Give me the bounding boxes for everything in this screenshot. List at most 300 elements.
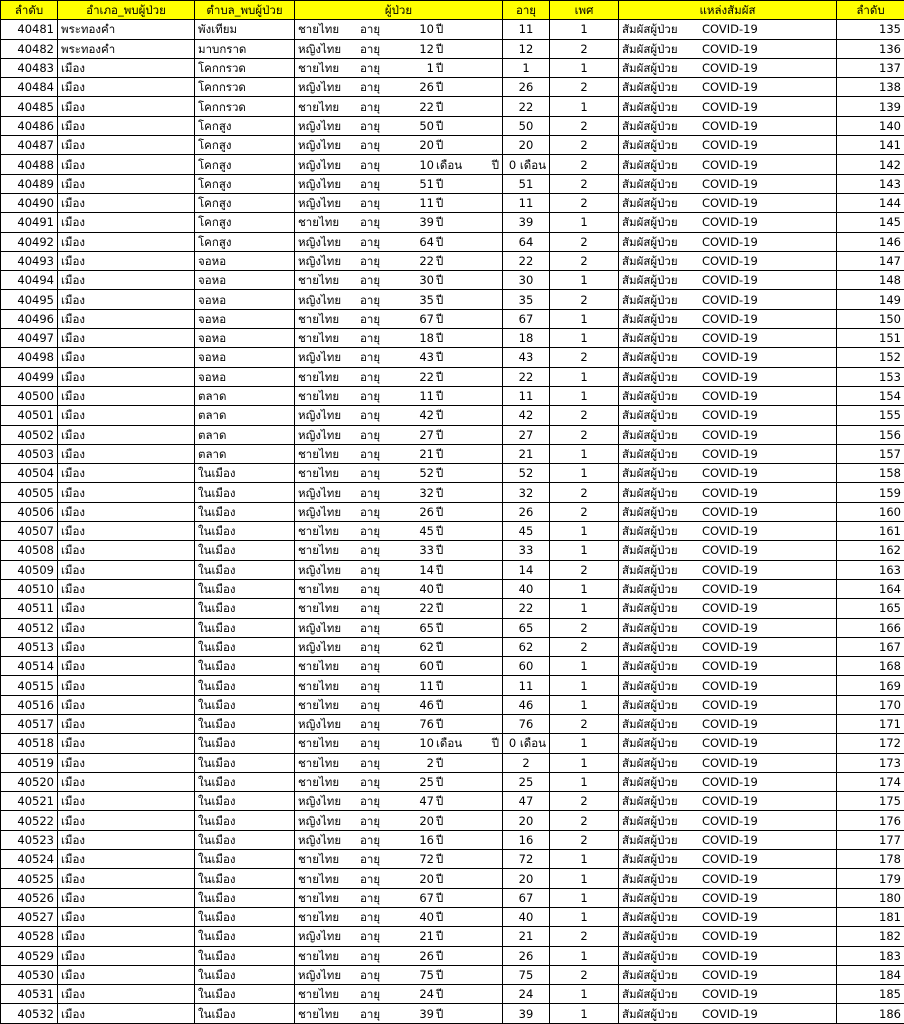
cell-tambon[interactable]: ในเมือง xyxy=(195,502,295,521)
cell-seq[interactable]: 155 xyxy=(837,406,904,425)
cell-source[interactable] xyxy=(619,985,837,1004)
cell-id[interactable]: 40532 xyxy=(1,1004,58,1023)
cell-seq[interactable]: 186 xyxy=(837,1004,904,1023)
cell-gender[interactable]: 2 xyxy=(550,792,619,811)
cell-amphoe[interactable]: เมือง xyxy=(58,483,195,502)
cell-seq[interactable]: 145 xyxy=(837,213,904,232)
cell-source[interactable] xyxy=(619,695,837,714)
cell-gender[interactable]: 1 xyxy=(550,850,619,869)
cell-age[interactable]: 20 xyxy=(503,136,550,155)
cell-patient[interactable] xyxy=(295,58,503,77)
cell-tambon[interactable]: ในเมือง xyxy=(195,522,295,541)
cell-gender[interactable]: 2 xyxy=(550,251,619,270)
cell-seq[interactable]: 181 xyxy=(837,907,904,926)
cell-age[interactable]: 32 xyxy=(503,483,550,502)
cell-id[interactable]: 40501 xyxy=(1,406,58,425)
cell-amphoe[interactable]: เมือง xyxy=(58,734,195,753)
cell-id[interactable]: 40516 xyxy=(1,695,58,714)
cell-gender[interactable]: 1 xyxy=(550,907,619,926)
cell-age[interactable]: 11 xyxy=(503,676,550,695)
cell-age[interactable]: 11 xyxy=(503,193,550,212)
cell-id[interactable]: 40529 xyxy=(1,946,58,965)
cell-amphoe[interactable]: เมือง xyxy=(58,155,195,174)
cell-age[interactable]: 0 เดือน xyxy=(503,734,550,753)
cell-patient[interactable] xyxy=(295,522,503,541)
cell-age[interactable]: 21 xyxy=(503,927,550,946)
cell-source[interactable] xyxy=(619,753,837,772)
cell-tambon[interactable]: ในเมือง xyxy=(195,850,295,869)
cell-patient[interactable] xyxy=(295,348,503,367)
cell-patient[interactable] xyxy=(295,734,503,753)
cell-gender[interactable]: 2 xyxy=(550,483,619,502)
cell-age[interactable]: 35 xyxy=(503,290,550,309)
cell-seq[interactable]: 148 xyxy=(837,271,904,290)
cell-gender[interactable]: 2 xyxy=(550,290,619,309)
cell-tambon[interactable]: จอหอ xyxy=(195,367,295,386)
col-header-gender[interactable]: เพศ xyxy=(550,1,619,20)
cell-amphoe[interactable]: เมือง xyxy=(58,425,195,444)
cell-age[interactable]: 14 xyxy=(503,560,550,579)
cell-patient[interactable] xyxy=(295,232,503,251)
cell-amphoe[interactable]: เมือง xyxy=(58,888,195,907)
cell-seq[interactable]: 166 xyxy=(837,618,904,637)
cell-source[interactable] xyxy=(619,965,837,984)
cell-age[interactable]: 75 xyxy=(503,965,550,984)
cell-tambon[interactable]: โคกสูง xyxy=(195,116,295,135)
cell-amphoe[interactable]: เมือง xyxy=(58,251,195,270)
cell-age[interactable]: 11 xyxy=(503,386,550,405)
cell-source[interactable] xyxy=(619,444,837,463)
cell-amphoe[interactable]: เมือง xyxy=(58,927,195,946)
cell-source[interactable] xyxy=(619,522,837,541)
cell-patient[interactable] xyxy=(295,927,503,946)
cell-amphoe[interactable]: เมือง xyxy=(58,386,195,405)
cell-age[interactable]: 30 xyxy=(503,271,550,290)
cell-id[interactable]: 40488 xyxy=(1,155,58,174)
cell-source[interactable] xyxy=(619,869,837,888)
cell-seq[interactable]: 167 xyxy=(837,637,904,656)
cell-age[interactable]: 12 xyxy=(503,39,550,58)
cell-source[interactable] xyxy=(619,907,837,926)
cell-amphoe[interactable]: เมือง xyxy=(58,965,195,984)
cell-id[interactable]: 40499 xyxy=(1,367,58,386)
cell-source[interactable] xyxy=(619,811,837,830)
cell-id[interactable]: 40506 xyxy=(1,502,58,521)
cell-age[interactable]: 26 xyxy=(503,78,550,97)
cell-seq[interactable]: 165 xyxy=(837,599,904,618)
cell-patient[interactable] xyxy=(295,444,503,463)
cell-patient[interactable] xyxy=(295,946,503,965)
cell-source[interactable] xyxy=(619,464,837,483)
cell-tambon[interactable]: ในเมือง xyxy=(195,599,295,618)
cell-tambon[interactable]: โคกกรวด xyxy=(195,78,295,97)
cell-seq[interactable]: 157 xyxy=(837,444,904,463)
cell-amphoe[interactable]: เมือง xyxy=(58,522,195,541)
cell-source[interactable] xyxy=(619,425,837,444)
cell-tambon[interactable]: ในเมือง xyxy=(195,676,295,695)
cell-tambon[interactable]: ตลาด xyxy=(195,425,295,444)
cell-gender[interactable]: 2 xyxy=(550,927,619,946)
cell-patient[interactable] xyxy=(295,174,503,193)
cell-patient[interactable] xyxy=(295,907,503,926)
cell-amphoe[interactable]: เมือง xyxy=(58,464,195,483)
cell-patient[interactable] xyxy=(295,657,503,676)
cell-id[interactable]: 40515 xyxy=(1,676,58,695)
cell-age[interactable]: 46 xyxy=(503,695,550,714)
cell-age[interactable]: 33 xyxy=(503,541,550,560)
cell-tambon[interactable]: มาบกราด xyxy=(195,39,295,58)
cell-amphoe[interactable]: เมือง xyxy=(58,599,195,618)
cell-patient[interactable] xyxy=(295,792,503,811)
cell-amphoe[interactable]: เมือง xyxy=(58,193,195,212)
cell-patient[interactable] xyxy=(295,869,503,888)
cell-seq[interactable]: 154 xyxy=(837,386,904,405)
cell-amphoe[interactable]: เมือง xyxy=(58,792,195,811)
cell-gender[interactable]: 1 xyxy=(550,20,619,39)
cell-patient[interactable] xyxy=(295,20,503,39)
cell-tambon[interactable]: ตลาด xyxy=(195,444,295,463)
cell-id[interactable]: 40517 xyxy=(1,714,58,733)
cell-amphoe[interactable]: เมือง xyxy=(58,309,195,328)
cell-patient[interactable] xyxy=(295,193,503,212)
cell-id[interactable]: 40482 xyxy=(1,39,58,58)
cell-source[interactable] xyxy=(619,657,837,676)
cell-gender[interactable]: 1 xyxy=(550,444,619,463)
cell-tambon[interactable]: ในเมือง xyxy=(195,907,295,926)
cell-age[interactable]: 39 xyxy=(503,1004,550,1023)
cell-source[interactable] xyxy=(619,618,837,637)
cell-tambon[interactable]: ในเมือง xyxy=(195,965,295,984)
cell-gender[interactable]: 1 xyxy=(550,772,619,791)
cell-age[interactable]: 0 เดือน xyxy=(503,155,550,174)
cell-seq[interactable]: 178 xyxy=(837,850,904,869)
cell-gender[interactable]: 1 xyxy=(550,213,619,232)
cell-id[interactable]: 40530 xyxy=(1,965,58,984)
cell-age[interactable]: 42 xyxy=(503,406,550,425)
cell-gender[interactable]: 1 xyxy=(550,946,619,965)
cell-amphoe[interactable]: เมือง xyxy=(58,637,195,656)
cell-gender[interactable]: 1 xyxy=(550,985,619,1004)
cell-gender[interactable]: 1 xyxy=(550,386,619,405)
cell-seq[interactable]: 149 xyxy=(837,290,904,309)
cell-patient[interactable] xyxy=(295,367,503,386)
cell-source[interactable] xyxy=(619,290,837,309)
cell-source[interactable] xyxy=(619,348,837,367)
cell-age[interactable]: 43 xyxy=(503,348,550,367)
cell-patient[interactable] xyxy=(295,502,503,521)
cell-amphoe[interactable]: เมือง xyxy=(58,811,195,830)
cell-source[interactable] xyxy=(619,174,837,193)
cell-age[interactable]: 26 xyxy=(503,502,550,521)
cell-gender[interactable]: 2 xyxy=(550,39,619,58)
cell-source[interactable] xyxy=(619,850,837,869)
cell-seq[interactable]: 150 xyxy=(837,309,904,328)
cell-source[interactable] xyxy=(619,78,837,97)
cell-id[interactable]: 40526 xyxy=(1,888,58,907)
cell-patient[interactable] xyxy=(295,116,503,135)
cell-seq[interactable]: 173 xyxy=(837,753,904,772)
cell-amphoe[interactable]: เมือง xyxy=(58,136,195,155)
cell-id[interactable]: 40486 xyxy=(1,116,58,135)
cell-id[interactable]: 40487 xyxy=(1,136,58,155)
cell-amphoe[interactable]: เมือง xyxy=(58,213,195,232)
cell-source[interactable] xyxy=(619,599,837,618)
cell-patient[interactable] xyxy=(295,830,503,849)
cell-patient[interactable] xyxy=(295,541,503,560)
cell-age[interactable]: 62 xyxy=(503,637,550,656)
cell-gender[interactable]: 2 xyxy=(550,502,619,521)
cell-seq[interactable]: 142 xyxy=(837,155,904,174)
cell-gender[interactable]: 1 xyxy=(550,541,619,560)
col-header-source[interactable]: แหล่งสัมผัส xyxy=(619,1,837,20)
cell-age[interactable]: 51 xyxy=(503,174,550,193)
cell-tambon[interactable]: ในเมือง xyxy=(195,734,295,753)
cell-tambon[interactable]: ในเมือง xyxy=(195,772,295,791)
cell-patient[interactable] xyxy=(295,386,503,405)
cell-seq[interactable]: 183 xyxy=(837,946,904,965)
cell-gender[interactable]: 1 xyxy=(550,599,619,618)
cell-seq[interactable]: 159 xyxy=(837,483,904,502)
cell-tambon[interactable]: ตลาด xyxy=(195,386,295,405)
cell-id[interactable]: 40500 xyxy=(1,386,58,405)
cell-source[interactable] xyxy=(619,271,837,290)
cell-patient[interactable] xyxy=(295,329,503,348)
cell-seq[interactable]: 176 xyxy=(837,811,904,830)
cell-gender[interactable]: 1 xyxy=(550,734,619,753)
cell-seq[interactable]: 147 xyxy=(837,251,904,270)
cell-tambon[interactable]: โคกสูง xyxy=(195,155,295,174)
cell-tambon[interactable]: ในเมือง xyxy=(195,753,295,772)
cell-age[interactable]: 21 xyxy=(503,444,550,463)
cell-gender[interactable]: 2 xyxy=(550,136,619,155)
cell-amphoe[interactable]: เมือง xyxy=(58,174,195,193)
cell-seq[interactable]: 138 xyxy=(837,78,904,97)
cell-source[interactable] xyxy=(619,792,837,811)
cell-source[interactable] xyxy=(619,39,837,58)
cell-source[interactable] xyxy=(619,541,837,560)
cell-patient[interactable] xyxy=(295,251,503,270)
cell-tambon[interactable]: ในเมือง xyxy=(195,541,295,560)
cell-age[interactable]: 40 xyxy=(503,579,550,598)
cell-seq[interactable]: 135 xyxy=(837,20,904,39)
cell-age[interactable]: 2 xyxy=(503,753,550,772)
cell-amphoe[interactable]: เมือง xyxy=(58,946,195,965)
cell-tambon[interactable]: ในเมือง xyxy=(195,695,295,714)
cell-amphoe[interactable]: เมือง xyxy=(58,97,195,116)
cell-id[interactable]: 40528 xyxy=(1,927,58,946)
cell-age[interactable]: 22 xyxy=(503,367,550,386)
cell-patient[interactable] xyxy=(295,714,503,733)
cell-seq[interactable]: 184 xyxy=(837,965,904,984)
col-header-id[interactable]: ลำดับ xyxy=(1,1,58,20)
cell-age[interactable]: 27 xyxy=(503,425,550,444)
cell-id[interactable]: 40503 xyxy=(1,444,58,463)
cell-tambon[interactable]: ในเมือง xyxy=(195,985,295,1004)
col-header-age[interactable]: อายุ xyxy=(503,1,550,20)
cell-source[interactable] xyxy=(619,483,837,502)
cell-gender[interactable]: 2 xyxy=(550,348,619,367)
cell-amphoe[interactable]: เมือง xyxy=(58,830,195,849)
cell-gender[interactable]: 2 xyxy=(550,174,619,193)
cell-id[interactable]: 40527 xyxy=(1,907,58,926)
cell-tambon[interactable]: โคกสูง xyxy=(195,232,295,251)
cell-seq[interactable]: 140 xyxy=(837,116,904,135)
cell-tambon[interactable]: จอหอ xyxy=(195,251,295,270)
cell-age[interactable]: 52 xyxy=(503,464,550,483)
cell-amphoe[interactable]: เมือง xyxy=(58,850,195,869)
cell-gender[interactable]: 1 xyxy=(550,58,619,77)
cell-tambon[interactable]: โคกสูง xyxy=(195,136,295,155)
cell-seq[interactable]: 169 xyxy=(837,676,904,695)
cell-amphoe[interactable]: เมือง xyxy=(58,579,195,598)
cell-source[interactable] xyxy=(619,676,837,695)
cell-source[interactable] xyxy=(619,193,837,212)
cell-amphoe[interactable]: เมือง xyxy=(58,695,195,714)
cell-seq[interactable]: 139 xyxy=(837,97,904,116)
cell-amphoe[interactable]: เมือง xyxy=(58,753,195,772)
cell-amphoe[interactable]: เมือง xyxy=(58,869,195,888)
cell-patient[interactable] xyxy=(295,155,503,174)
cell-patient[interactable] xyxy=(295,271,503,290)
cell-source[interactable] xyxy=(619,309,837,328)
cell-age[interactable]: 76 xyxy=(503,714,550,733)
cell-gender[interactable]: 2 xyxy=(550,232,619,251)
cell-source[interactable] xyxy=(619,888,837,907)
cell-patient[interactable] xyxy=(295,560,503,579)
cell-tambon[interactable]: ในเมือง xyxy=(195,579,295,598)
cell-age[interactable]: 11 xyxy=(503,20,550,39)
cell-gender[interactable]: 2 xyxy=(550,811,619,830)
cell-id[interactable]: 40512 xyxy=(1,618,58,637)
cell-source[interactable] xyxy=(619,232,837,251)
cell-amphoe[interactable]: เมือง xyxy=(58,406,195,425)
cell-age[interactable]: 20 xyxy=(503,869,550,888)
cell-id[interactable]: 40513 xyxy=(1,637,58,656)
cell-source[interactable] xyxy=(619,136,837,155)
cell-patient[interactable] xyxy=(295,97,503,116)
cell-source[interactable] xyxy=(619,734,837,753)
cell-seq[interactable]: 141 xyxy=(837,136,904,155)
cell-id[interactable]: 40514 xyxy=(1,657,58,676)
cell-age[interactable]: 50 xyxy=(503,116,550,135)
cell-id[interactable]: 40490 xyxy=(1,193,58,212)
col-header-amphoe[interactable]: อำเภอ_พบผู้ป่วย xyxy=(58,1,195,20)
cell-tambon[interactable]: โคกกรวด xyxy=(195,97,295,116)
cell-tambon[interactable]: ในเมือง xyxy=(195,714,295,733)
cell-amphoe[interactable]: พระทองคำ xyxy=(58,39,195,58)
cell-gender[interactable]: 2 xyxy=(550,637,619,656)
cell-age[interactable]: 67 xyxy=(503,888,550,907)
cell-patient[interactable] xyxy=(295,290,503,309)
cell-gender[interactable]: 1 xyxy=(550,695,619,714)
cell-age[interactable]: 18 xyxy=(503,329,550,348)
cell-seq[interactable]: 161 xyxy=(837,522,904,541)
cell-tambon[interactable]: ในเมือง xyxy=(195,657,295,676)
cell-tambon[interactable]: จอหอ xyxy=(195,329,295,348)
cell-patient[interactable] xyxy=(295,888,503,907)
cell-seq[interactable]: 179 xyxy=(837,869,904,888)
cell-id[interactable]: 40507 xyxy=(1,522,58,541)
cell-source[interactable] xyxy=(619,946,837,965)
cell-patient[interactable] xyxy=(295,1004,503,1023)
cell-amphoe[interactable]: เมือง xyxy=(58,116,195,135)
cell-gender[interactable]: 1 xyxy=(550,579,619,598)
cell-id[interactable]: 40509 xyxy=(1,560,58,579)
cell-id[interactable]: 40520 xyxy=(1,772,58,791)
cell-amphoe[interactable]: เมือง xyxy=(58,329,195,348)
cell-seq[interactable]: 177 xyxy=(837,830,904,849)
cell-seq[interactable]: 182 xyxy=(837,927,904,946)
cell-gender[interactable]: 2 xyxy=(550,714,619,733)
cell-amphoe[interactable]: เมือง xyxy=(58,232,195,251)
cell-amphoe[interactable]: เมือง xyxy=(58,772,195,791)
cell-id[interactable]: 40483 xyxy=(1,58,58,77)
cell-tambon[interactable]: โคกสูง xyxy=(195,193,295,212)
cell-patient[interactable] xyxy=(295,579,503,598)
cell-gender[interactable]: 1 xyxy=(550,329,619,348)
cell-tambon[interactable]: โคกสูง xyxy=(195,174,295,193)
cell-amphoe[interactable]: เมือง xyxy=(58,58,195,77)
cell-tambon[interactable]: จอหอ xyxy=(195,271,295,290)
cell-gender[interactable]: 2 xyxy=(550,618,619,637)
cell-amphoe[interactable]: เมือง xyxy=(58,541,195,560)
cell-patient[interactable] xyxy=(295,309,503,328)
cell-age[interactable]: 72 xyxy=(503,850,550,869)
cell-id[interactable]: 40497 xyxy=(1,329,58,348)
cell-id[interactable]: 40519 xyxy=(1,753,58,772)
cell-id[interactable]: 40489 xyxy=(1,174,58,193)
cell-seq[interactable]: 146 xyxy=(837,232,904,251)
cell-age[interactable]: 45 xyxy=(503,522,550,541)
cell-age[interactable]: 22 xyxy=(503,251,550,270)
cell-age[interactable]: 67 xyxy=(503,309,550,328)
cell-patient[interactable] xyxy=(295,965,503,984)
col-header-patient[interactable]: ผู้ป่วย xyxy=(295,1,503,20)
cell-tambon[interactable]: ในเมือง xyxy=(195,637,295,656)
cell-seq[interactable]: 143 xyxy=(837,174,904,193)
cell-seq[interactable]: 136 xyxy=(837,39,904,58)
cell-id[interactable]: 40522 xyxy=(1,811,58,830)
cell-patient[interactable] xyxy=(295,676,503,695)
cell-seq[interactable]: 144 xyxy=(837,193,904,212)
cell-age[interactable]: 40 xyxy=(503,907,550,926)
col-header-seq[interactable]: ลำดับ xyxy=(837,1,904,20)
cell-amphoe[interactable]: เมือง xyxy=(58,348,195,367)
cell-id[interactable]: 40485 xyxy=(1,97,58,116)
cell-seq[interactable]: 152 xyxy=(837,348,904,367)
cell-source[interactable] xyxy=(619,386,837,405)
cell-seq[interactable]: 175 xyxy=(837,792,904,811)
cell-patient[interactable] xyxy=(295,39,503,58)
cell-age[interactable]: 25 xyxy=(503,772,550,791)
cell-seq[interactable]: 170 xyxy=(837,695,904,714)
cell-source[interactable] xyxy=(619,367,837,386)
cell-tambon[interactable]: ในเมือง xyxy=(195,560,295,579)
cell-seq[interactable]: 137 xyxy=(837,58,904,77)
cell-seq[interactable]: 163 xyxy=(837,560,904,579)
cell-tambon[interactable]: จอหอ xyxy=(195,348,295,367)
cell-age[interactable]: 22 xyxy=(503,599,550,618)
cell-source[interactable] xyxy=(619,1004,837,1023)
cell-id[interactable]: 40521 xyxy=(1,792,58,811)
cell-tambon[interactable]: ในเมือง xyxy=(195,618,295,637)
cell-seq[interactable]: 171 xyxy=(837,714,904,733)
cell-gender[interactable]: 1 xyxy=(550,869,619,888)
cell-gender[interactable]: 1 xyxy=(550,888,619,907)
cell-gender[interactable]: 2 xyxy=(550,425,619,444)
cell-age[interactable]: 1 xyxy=(503,58,550,77)
cell-gender[interactable]: 2 xyxy=(550,78,619,97)
